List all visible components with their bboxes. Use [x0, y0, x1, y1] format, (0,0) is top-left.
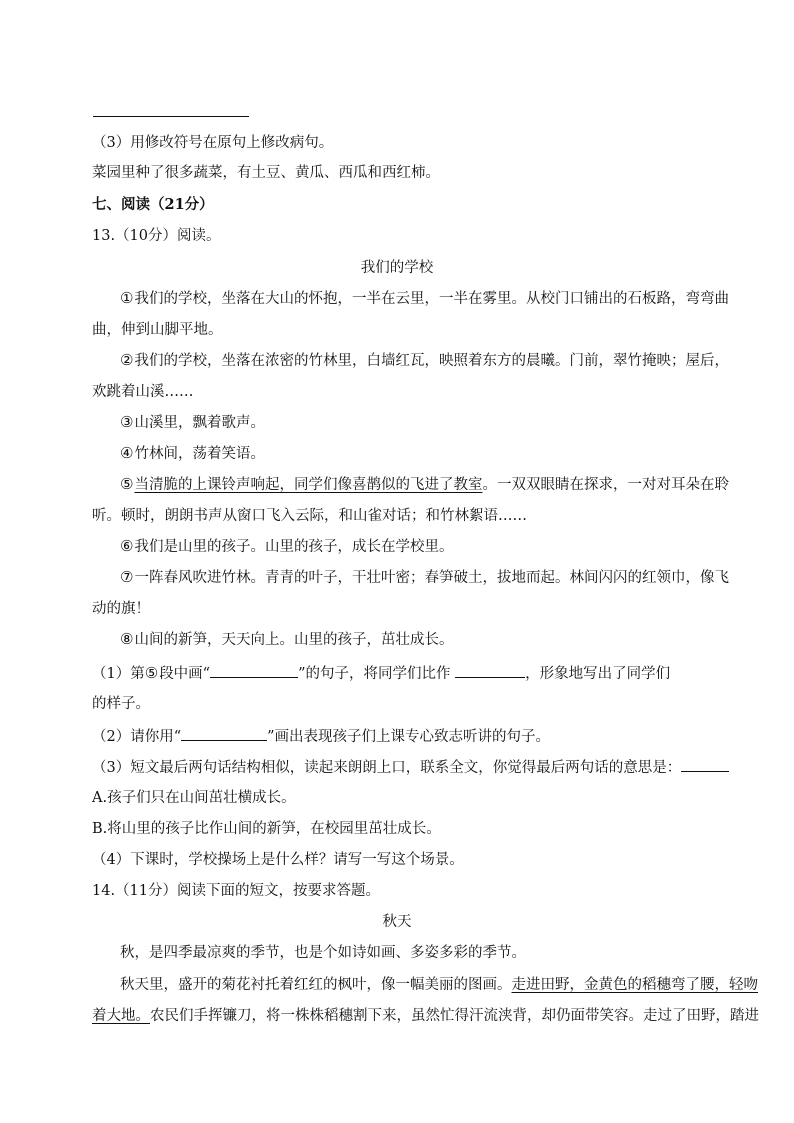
paragraph-1: ①我们的学校，坐落在大山的怀抱，一半在云里，一半在雾里。从校门口铺出的石板路，弯弯曲: [120, 289, 729, 307]
paragraph-number: ⑥: [120, 537, 134, 555]
paragraph-2-cont: 欢跳着山溪……: [92, 384, 194, 400]
paragraph-number: ⑧: [120, 630, 134, 648]
blank-line: [210, 663, 298, 678]
autumn-paragraph-2: 秋天里，盛开的菊花衬托着红红的枫叶，像一幅美丽的图画。走进田野，金黄色的稻穗弯了腰，轻吻: [120, 977, 758, 993]
paragraph-6: ⑥我们是山里的孩子。山里的孩子，成长在学校里。: [120, 537, 454, 555]
question-13-header: 13.（10分）阅读。: [92, 228, 221, 244]
paragraph-7: ⑦一阵春风吹进竹林。青青的叶子，干壮叶密；春笋破土，拔地而起。林间闪闪的红领巾，像飞: [120, 568, 729, 586]
paragraph-number: ④: [120, 444, 134, 462]
faulty-sentence: 菜园里种了很多蔬菜，有土豆、黄瓜、西瓜和西红柿。: [92, 165, 440, 181]
passage-title: 秋天: [382, 914, 412, 930]
option-b: B.将山里的孩子比作山间的新笋，在校园里茁壮成长。: [92, 821, 441, 837]
autumn-paragraph-2-cont: 着大地。农民们手挥镰刀，将一株株稻穗割下来，虽然忙得汗流浃背，却仍面带笑容。走过了田野，踏进: [92, 1008, 759, 1024]
answer-line: [93, 116, 249, 117]
paragraph-number: ①: [120, 289, 134, 307]
paragraph-5: ⑤当清脆的上课铃声响起，同学们像喜鹊似的飞进了教室。一双双眼睛在探求，一对对耳朵在聆: [120, 475, 729, 493]
paragraph-number: ⑤: [144, 664, 159, 682]
question-13-1-cont: 的样子。: [92, 696, 150, 712]
paragraph-1-cont: 曲，伸到山脚平地。: [92, 322, 223, 338]
paragraph-7-cont: 动的旗！: [92, 601, 150, 617]
paragraph-4: ④竹林间，荡着笑语。: [120, 444, 265, 462]
autumn-paragraph-1: 秋，是四季最凉爽的季节，也是个如诗如画、多姿多彩的季节。: [120, 945, 526, 961]
answer-blank[interactable]: [455, 663, 525, 678]
underlined-sentence: 走进田野，金黄色的稻穗弯了腰，轻吻: [511, 977, 758, 993]
question-13-1: （1）第⑤段中画“ ”的句子，将同学们比作 ，形象地写出了同学们: [92, 664, 671, 682]
question-14-header: 14.（11分）阅读下面的短文，按要求答题。: [92, 883, 381, 899]
paragraph-8: ⑧山间的新笋，天天向上。山里的孩子，茁壮成长。: [120, 630, 454, 648]
paragraph-3: ③山溪里，飘着歌声。: [120, 413, 265, 431]
option-a: A.孩子们只在山间茁壮横成长。: [92, 790, 296, 806]
paragraph-number: ③: [120, 413, 134, 431]
paragraph-5-cont: 听。顿时，朗朗书声从窗口飞入云际，和山雀对话；和竹林絮语……: [92, 508, 527, 524]
blank-line: [181, 726, 267, 741]
question-13-3: （3）短文最后两句话结构相似，读起来朗朗上口，联系全文，你觉得最后两句话的意思是：: [92, 757, 729, 778]
paragraph-number: ⑤: [120, 475, 134, 493]
passage-title: 我们的学校: [360, 260, 434, 276]
paragraph-number: ⑦: [120, 568, 134, 586]
paragraph-number: ②: [120, 351, 134, 369]
question-13-2: （2）请你用“ ”画出表现孩子们上课专心致志听讲的句子。: [92, 726, 550, 747]
answer-blank[interactable]: [681, 757, 729, 772]
paragraph-2: ②我们的学校，坐落在浓密的竹林里，白墙红瓦，映照着东方的晨曦。门前，翠竹掩映；屋后，: [120, 351, 729, 369]
section-title: 七、阅读（21分）: [92, 196, 214, 213]
question-3-prompt: （3）用修改符号在原句上修改病句。: [92, 135, 334, 151]
underlined-sentence: 当清脆的上课铃声响起，同学们像喜鹊似的飞进了教室: [134, 477, 483, 493]
underlined-sentence: 着大地。: [92, 1008, 150, 1024]
question-13-4: （4）下课时，学校操场上是什么样？请写一写这个场景。: [92, 852, 464, 868]
